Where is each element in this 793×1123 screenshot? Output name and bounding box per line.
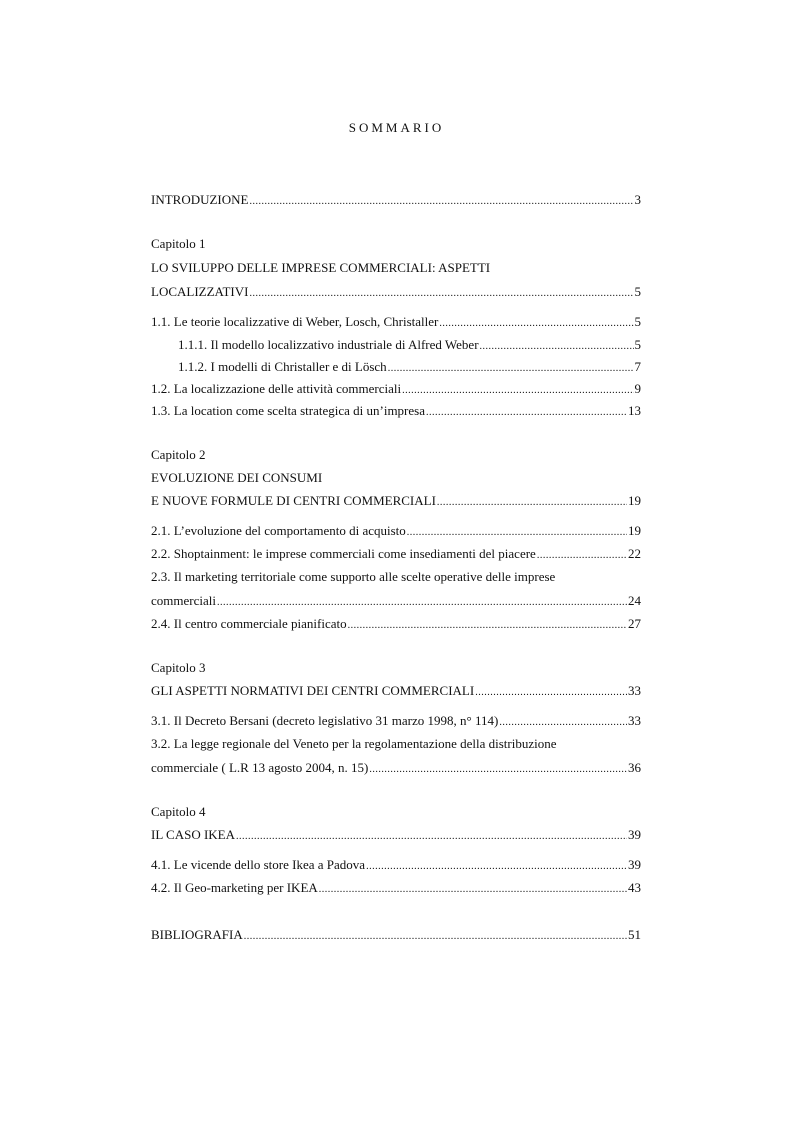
toc-entry-1-1-2[interactable] [178,358,641,376]
toc-page-number: 36 [628,760,641,775]
toc-page-number: 13 [628,403,641,418]
toc-entry-chapter-4[interactable] [151,826,641,844]
toc-entry-bibliografia[interactable] [151,926,641,944]
toc-page-number: 22 [628,546,641,561]
toc-page-number: 39 [628,857,641,872]
toc-page-number: 33 [628,713,641,728]
toc-entry-text: 3.1. Il Decreto Bersani (decreto legislativo 31 marzo 1998, n° 114) [151,713,499,728]
toc-page-number: 51 [628,927,641,942]
toc-entry-4-1[interactable] [151,856,641,874]
toc-page-number: 24 [628,593,641,608]
chapter-title: EVOLUZIONE DEI CONSUMI [151,470,323,485]
dot-leader [439,315,633,333]
toc-entry-text: IL CASO IKEA [151,827,236,842]
toc-entry-2-3-line1: 2.3. Il marketing territoriale come supporto alle scelte operative delle imprese [151,569,556,584]
toc-page-number: 5 [634,337,641,352]
toc-page-number: 19 [628,493,641,508]
toc-entry-text: commerciali [151,593,216,608]
toc-page-number: 39 [628,827,641,842]
dot-leader [236,828,627,846]
dot-leader [249,285,633,303]
toc-page-number: 5 [634,284,641,299]
toc-page-number: 43 [628,880,641,895]
toc-page-number: 5 [634,314,641,329]
toc-page-number: 27 [628,616,641,631]
dot-leader [217,594,627,612]
toc-entry-chapter-2[interactable] [151,492,641,510]
toc-page-number: 33 [628,683,641,698]
chapter-label: Capitolo 4 [151,804,206,819]
toc-entry-text: 1.1. Le teorie localizzative di Weber, Losch, Christaller [151,314,439,329]
toc-entry-introduzione[interactable] [151,191,641,209]
toc-entry-3-1[interactable] [151,712,641,730]
toc-entry-text: commerciale ( L.R 13 agosto 2004, n. 15) [151,760,369,775]
chapter-label: Capitolo 1 [151,236,206,251]
toc-entry-text: 1.1.1. Il modello localizzativo industriale di Alfred Weber [178,337,479,352]
toc-entry-text: 1.1.2. I modelli di Christaller e di Lösch [178,359,387,374]
chapter-title: LO SVILUPPO DELLE IMPRESE COMMERCIALI: ASPETTI [151,260,491,275]
toc-entry-text: 4.1. Le vicende dello store Ikea a Padova [151,857,366,872]
dot-leader [402,382,633,400]
toc-entry-1-1-1[interactable] [178,336,641,354]
dot-leader [426,404,627,422]
toc-entry-text: E NUOVE FORMULE DI CENTRI COMMERCIALI [151,493,436,508]
toc-entry-4-2[interactable] [151,879,641,897]
toc-entry-text: 2.2. Shoptainment: le imprese commerciali come insediamenti del piacere [151,546,536,561]
toc-entry-2-4[interactable] [151,615,641,633]
toc-entry-1-1[interactable] [151,313,641,331]
dot-leader [407,524,627,542]
toc-entry-text: BIBLIOGRAFIA [151,927,243,942]
toc-entry-chapter-3[interactable] [151,682,641,700]
toc-entry-text: 2.1. L’evoluzione del comportamento di acquisto [151,523,406,538]
toc-entry-2-1[interactable] [151,522,641,540]
toc-entry-text: LOCALIZZATIVI [151,284,249,299]
toc-entry-text: 1.3. La location come scelta strategica di un’impresa [151,403,425,418]
toc-entry-1-3[interactable] [151,402,641,420]
chapter-label: Capitolo 3 [151,660,206,675]
toc-entry-chapter-1[interactable] [151,283,641,301]
toc-entry-text: 2.4. Il centro commerciale pianificato [151,616,347,631]
toc-entry-text: 1.2. La localizzazione delle attività commerciali [151,381,402,396]
dot-leader [244,928,627,946]
toc-entry-2-2[interactable] [151,545,641,563]
toc-entry-text: INTRODUZIONE [151,192,249,207]
toc-page-number: 19 [628,523,641,538]
dot-leader [348,617,627,635]
dot-leader [388,360,634,378]
toc-entry-3-2-line1: 3.2. La legge regionale del Veneto per la regolamentazione della distribuzione [151,736,557,751]
dot-leader [437,494,627,512]
dot-leader [475,684,627,702]
dot-leader [366,858,627,876]
toc-entry-text: GLI ASPETTI NORMATIVI DEI CENTRI COMMERCIALI [151,683,475,698]
toc-page-number: 3 [634,192,641,207]
toc-entry-3-2[interactable] [151,759,641,777]
dot-leader [480,338,634,356]
dot-leader [249,193,633,211]
dot-leader [499,714,627,732]
toc-entry-text: 4.2. Il Geo-marketing per IKEA [151,880,318,895]
page-title: SOMMARIO [348,120,445,135]
toc-entry-2-3[interactable] [151,592,641,610]
toc-page-number: 7 [634,359,641,374]
toc-page-number: 9 [634,381,641,396]
dot-leader [369,761,627,779]
chapter-label: Capitolo 2 [151,447,206,462]
dot-leader [319,881,627,899]
dot-leader [537,547,627,565]
toc-entry-1-2[interactable] [151,380,641,398]
